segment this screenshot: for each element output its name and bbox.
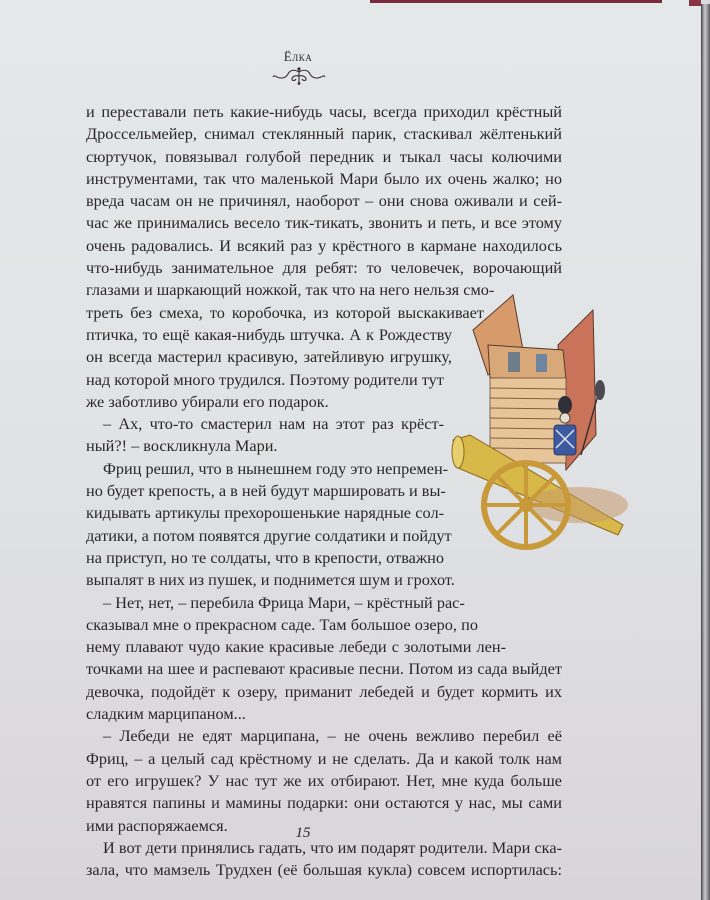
text-line: Фриц решил, что в нынешнем году это непремен- bbox=[103, 458, 449, 478]
text-line: на приступ, но те солдаты, что в крепости, отважно bbox=[86, 547, 444, 567]
text-line: от его игрушек? У нас тут же их отбирают. Нет, мне куда больше bbox=[86, 770, 562, 790]
toy-fortress-cannon-illustration bbox=[448, 290, 638, 560]
text-line: вреда часам он не причинял, наоборот – они снова оживали и сей- bbox=[86, 191, 562, 211]
text-line: же заботливо убирали его подарок. bbox=[86, 391, 329, 411]
text-line: глазами и шаркающий ножкой, так что на него нельзя смо- bbox=[86, 280, 495, 300]
text-line: очень радовались. И всякий раз у крёстного в кармане находилось bbox=[86, 235, 562, 255]
book-edge bbox=[701, 4, 710, 900]
text-line: – Ах, что-то смастерил нам на этот раз крёст- bbox=[103, 414, 444, 434]
page-number: 15 bbox=[295, 825, 311, 841]
text-line: ный?! – воскликнула Мари. bbox=[86, 436, 278, 456]
text-line: девочка, подойдёт к озеру, приманит лебедей и будет кормить их bbox=[86, 681, 562, 701]
text-line: птичка, то ещё какая-нибудь штучка. А к Рождеству bbox=[86, 324, 452, 344]
bookmark-ribbon bbox=[370, 0, 662, 3]
text-line: – Нет, нет, – перебила Фрица Мари, – крёстный рас- bbox=[103, 592, 465, 612]
text-line: сладким марципаном... bbox=[86, 704, 246, 724]
text-line: и переставали петь какие-нибудь часы, всегда приходил крёстный bbox=[86, 102, 562, 121]
text-line: выпалят в них из пушек, и поднимется шум и грохот. bbox=[86, 570, 455, 590]
cover-corner bbox=[689, 0, 701, 6]
floral-fleuron-icon bbox=[271, 66, 327, 86]
text-line: что-нибудь занимательное для ребят: то человечек, ворочающий bbox=[86, 258, 562, 278]
text-line: он всегда мастерил красивую, затейливую игрушку, bbox=[86, 347, 452, 367]
text-line: И вот дети принялись гадать, что им подарят родители. Мари ска- bbox=[103, 837, 562, 857]
text-line: Фриц, – а целый сад крёстному и не сделать. Да и какой толк нам bbox=[86, 748, 562, 768]
text-line: но будет крепость, а в ней будут маршировать и вы- bbox=[86, 481, 446, 501]
text-line: кидывать артикулы прехорошенькие нарядные сол- bbox=[86, 503, 444, 523]
text-line: точками на шее и распевают красивые песни. Потом из сада выйдет bbox=[86, 659, 562, 679]
text-line: – Лебеди не едят марципана, – не очень вежливо перебил её bbox=[103, 726, 562, 746]
text-line: сюртучок, повязывал голубой передник и тыкал часы колючими bbox=[86, 146, 562, 166]
text-line: над которой много трудился. Поэтому родители тут bbox=[86, 369, 444, 389]
text-line: Дроссельмейер, снимал стеклянный парик, стаскивал жёлтенький bbox=[86, 124, 562, 144]
running-head: Ёлка bbox=[283, 49, 313, 64]
text-line: сказывал мне о прекрасном саде. Там большое озеро, по bbox=[86, 614, 478, 634]
text-line: треть без смеха, то коробочка, из которой выскакивает bbox=[86, 302, 484, 322]
text-line: нравятся папины и мамины подарки: они остаются у нас, мы сами bbox=[86, 793, 562, 813]
text-line: нему плавают чудо какие красивые лебеди с золотыми лен- bbox=[86, 637, 506, 657]
text-line: час же принимались весело тик-тикать, звонить и петь, и все этому bbox=[86, 213, 562, 233]
text-line: датики, а потом появятся другие солдатики и пойдут bbox=[86, 525, 452, 545]
text-line: зала, что мамзель Трудхен (её большая кукла) совсем испортилась: bbox=[86, 860, 562, 880]
text-line: ими распоряжаемся. bbox=[86, 815, 228, 835]
text-line: инструментами, так что маленькой Мари было их очень жалко; но bbox=[86, 168, 562, 188]
